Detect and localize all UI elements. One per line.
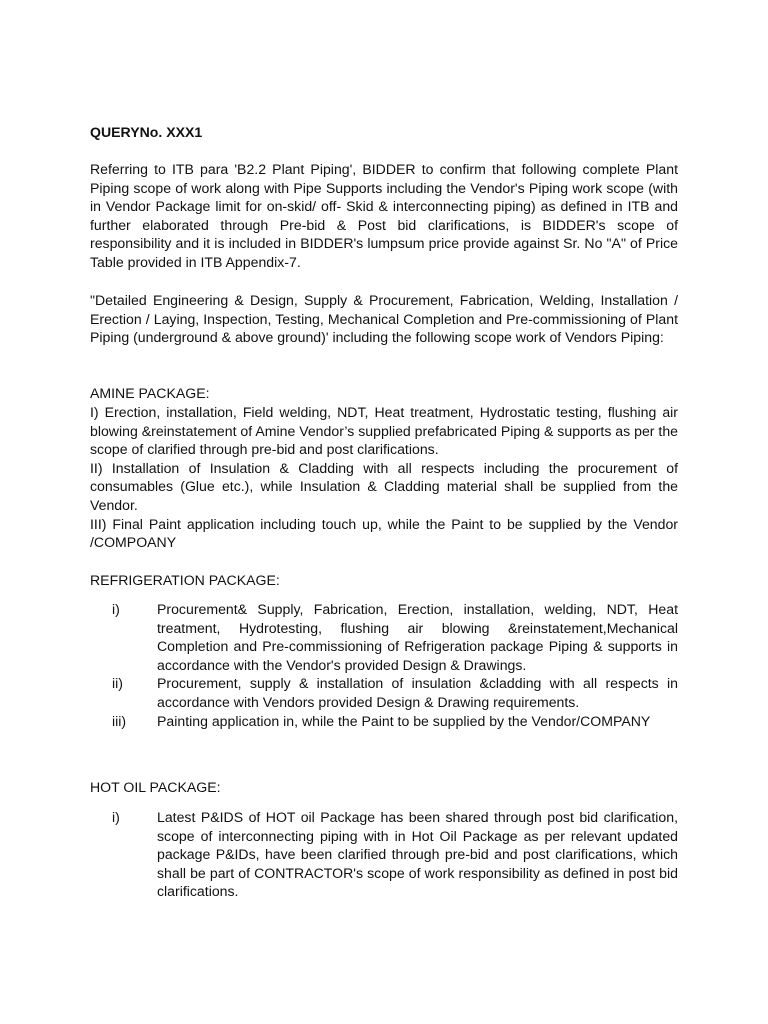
list-item bbox=[90, 808, 678, 901]
amine-item-2: II) Installation of Insulation & Cladding with all respects including the procurement of consumables (Glue etc.), while Insulation & Cladding material shall be supplied from the Vendor. bbox=[90, 459, 678, 513]
query-title: QUERYNo. XXX1 bbox=[90, 124, 203, 140]
list-item-number: ii) bbox=[112, 675, 123, 692]
amine-package-heading: AMINE PACKAGE: bbox=[90, 385, 210, 401]
list-item-number: iii) bbox=[112, 712, 127, 729]
amine-package-items bbox=[90, 403, 678, 552]
list-item-text: Procurement& Supply, Fabrication, Erection, installation, welding, NDT, Heat treatment, Hydrotesting, flushing air blowing &reinstatement,Mechanical Completion and Pre-commissioning of Refrigeration package Piping & supports in accordance with the Vendor's provided Design & Drawings. bbox=[157, 601, 678, 673]
amine-item-3: III) Final Paint application including touch up, while the Paint to be supplied by the Vendor /COMPOANY bbox=[90, 515, 678, 551]
hot-oil-package-list bbox=[90, 808, 678, 901]
list-item-text: Latest P&IDS of HOT oil Package has been shared through post bid clarification, scope of interconnecting piping with in Hot Oil Package as per relevant updated package P&IDs, have been clarified through pre-bid and post clarifications, which shall be part of CONTRACTOR's scope of work responsibility as defined in post bid clarifications. bbox=[157, 809, 678, 900]
scope-quote-paragraph: "Detailed Engineering & Design, Supply & Procurement, Fabrication, Welding, Installation / Erection / Laying, Inspection, Testing, Mechanical Completion and Pre-commissioning of Plant Piping (underground & above ground)' including the following scope work of Vendors Piping: bbox=[90, 292, 678, 346]
list-item-number: i) bbox=[112, 809, 120, 825]
list-item bbox=[90, 712, 678, 731]
hot-oil-package-heading: HOT OIL PACKAGE: bbox=[90, 779, 221, 795]
intro-paragraph: Referring to ITB para 'B2.2 Plant Piping', BIDDER to confirm that following complete Plant Piping scope of work along with Pipe Supports including the Vendor's Piping work scope (with in Vendor Package limit for on-skid/ off- Skid & interconnecting piping) as defined in ITB and further elaborated through Pre-bid & Post bid clarifications, is BIDDER's scope of responsibility and it is included in BIDDER's lumpsum price provide against Sr. No "A" of Price Table provided in ITB Appendix-7. bbox=[90, 161, 678, 270]
list-item-text: Painting application in, while the Paint to be supplied by the Vendor/COMPANY bbox=[157, 712, 651, 729]
refrigeration-package-heading: REFRIGERATION PACKAGE: bbox=[90, 572, 280, 588]
refrigeration-package-list bbox=[90, 600, 678, 730]
list-item-number: i) bbox=[112, 601, 120, 617]
list-item bbox=[90, 674, 678, 711]
amine-item-1: I) Erection, installation, Field welding, NDT, Heat treatment, Hydrostatic testing, flushing air blowing &reinstatement of Amine Vendor’s supplied prefabricated Piping & supports as per the scope of clarified through pre-bid and post clarifications. bbox=[90, 404, 678, 458]
list-item bbox=[90, 600, 678, 674]
list-item-text: Procurement, supply & installation of insulation &cladding with all respects in accordance with Vendors provided Design & Drawing requirements. bbox=[157, 675, 678, 710]
